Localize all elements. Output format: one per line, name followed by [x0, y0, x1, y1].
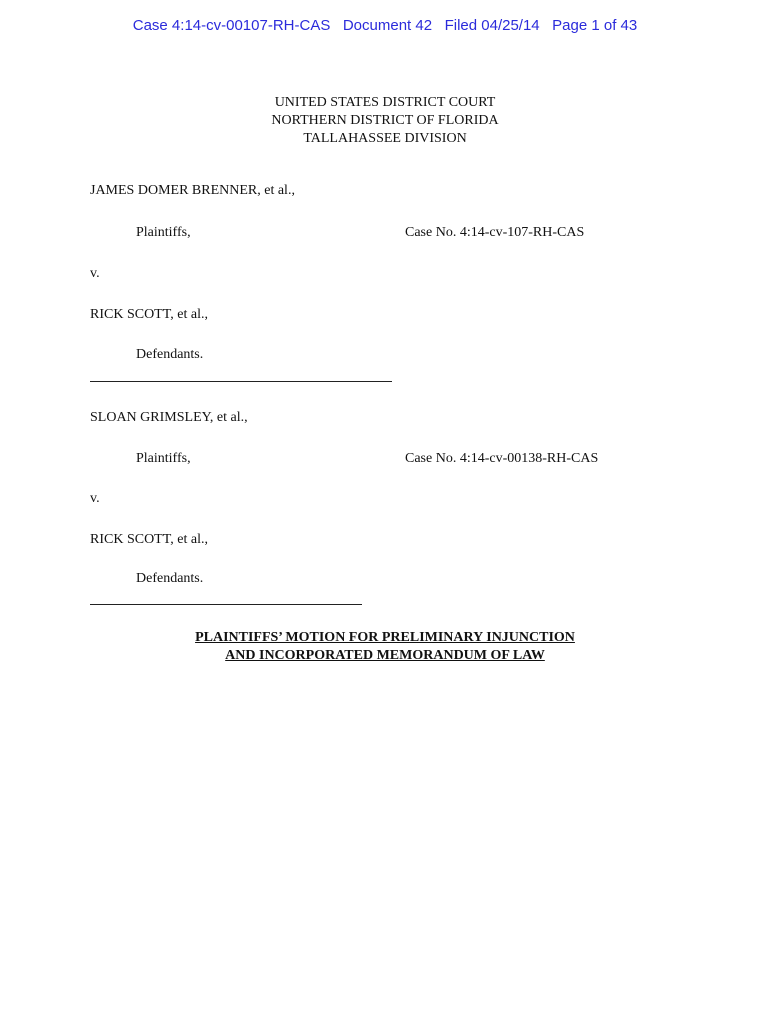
case2-defendant-role: Defendants.: [136, 571, 204, 586]
stamp-case: Case 4:14-cv-00107-RH-CAS: [132, 17, 331, 34]
filing-stamp: [0, 17, 770, 34]
case2-plaintiff-role: Plaintiffs,: [136, 451, 191, 466]
case1-versus: v.: [90, 266, 100, 281]
court-division: TALLAHASSEE DIVISION: [303, 131, 467, 146]
stamp-filed: Filed 04/25/14: [444, 17, 540, 34]
court-caption: [0, 94, 770, 148]
case1-case-number: Case No. 4:14-cv-107-RH-CAS: [405, 225, 585, 240]
motion-title: [0, 629, 770, 665]
motion-title-line1: PLAINTIFFS’ MOTION FOR PRELIMINARY INJUNCTION: [195, 630, 575, 645]
case2-case-number: Case No. 4:14-cv-00138-RH-CAS: [405, 451, 599, 466]
case1-divider: [90, 381, 392, 382]
case1-defendant: RICK SCOTT, et al.,: [90, 307, 208, 322]
stamp-page: Page 1 of 43: [552, 17, 638, 34]
case2-defendant: RICK SCOTT, et al.,: [90, 532, 208, 547]
court-district: NORTHERN DISTRICT OF FLORIDA: [271, 113, 499, 128]
case2-plaintiff: SLOAN GRIMSLEY, et al.,: [90, 410, 248, 425]
case1-plaintiff-role: Plaintiffs,: [136, 225, 191, 240]
case2-divider: [90, 604, 362, 605]
motion-title-line2: AND INCORPORATED MEMORANDUM OF LAW: [225, 648, 545, 663]
stamp-document: Document 42: [342, 17, 433, 34]
case2-versus: v.: [90, 491, 100, 506]
court-name: UNITED STATES DISTRICT COURT: [274, 95, 496, 110]
case1-defendant-role: Defendants.: [136, 347, 204, 362]
case1-plaintiff: JAMES DOMER BRENNER, et al.,: [90, 183, 295, 198]
